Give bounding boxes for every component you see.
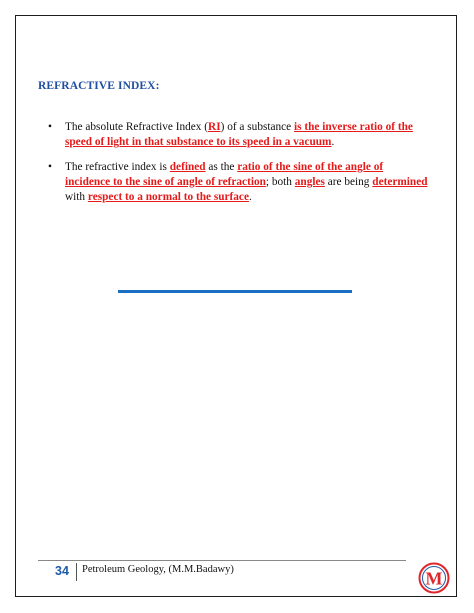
text-run: The refractive index is <box>65 161 170 173</box>
bullet-dot: • <box>48 121 52 133</box>
logo-letter: M <box>425 568 443 589</box>
text-run: . <box>331 136 335 148</box>
highlight-normal: respect to a normal to the surface <box>87 191 249 203</box>
bullet-list <box>48 120 428 215</box>
text-run: . <box>248 191 252 203</box>
page-number: 34 <box>55 564 69 578</box>
text-run: ) of a substance <box>220 121 295 133</box>
page-border <box>15 15 457 597</box>
highlight-defined: defined <box>169 161 206 173</box>
footer-separator <box>76 563 77 581</box>
highlight-determined: determined <box>372 176 428 188</box>
section-heading: REFRACTIVE INDEX: <box>38 80 160 92</box>
highlight-ri: RI <box>208 121 221 133</box>
footer-title: Petroleum Geology, (M.M.Badawy) <box>82 564 234 575</box>
author-logo-icon <box>418 562 450 594</box>
text-run: ; both <box>265 176 295 188</box>
highlight-sine-ratio: ratio of the sine of the angle of incidence to the sine of angle of refraction <box>65 161 384 188</box>
footer-divider <box>38 560 406 561</box>
highlight-inverse-ratio: is the inverse ratio of the speed of light in that substance to its speed in a vacuum <box>65 121 413 148</box>
horizontal-rule <box>118 290 352 293</box>
bullet-item-ri-definition <box>48 120 428 150</box>
text-run: The absolute Refractive Index ( <box>65 121 209 133</box>
bullet-dot: • <box>48 161 52 173</box>
text-run: are being <box>324 176 373 188</box>
bullet-item-ri-ratio <box>48 160 428 205</box>
highlight-angles: angles <box>294 176 325 188</box>
text-run: as the <box>205 161 238 173</box>
text-run: with <box>65 191 88 203</box>
